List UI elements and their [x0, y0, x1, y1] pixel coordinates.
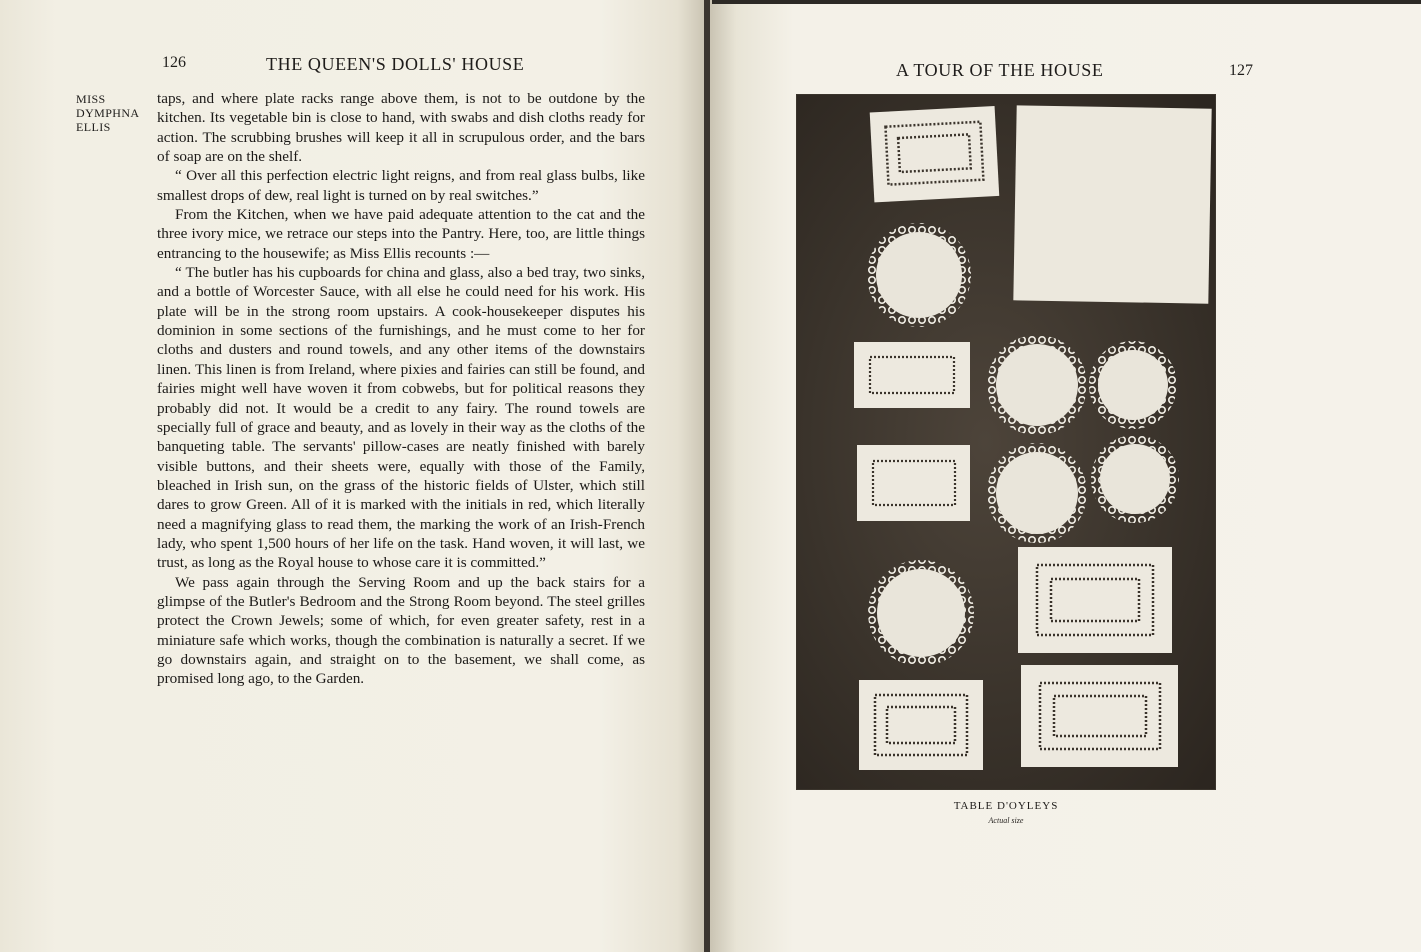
square-napkin [1013, 105, 1211, 303]
paragraph: “ The butler has his cupboards for china and glass, also a bed tray, two sinks, and a bottle of Worcester Sauce, with all else he could need for his work. His plate will be in the strong room upstairs. A cook-housekeeper disputes his dominion in some sections of the furnishings, and he must come to her for cloths and dusters and round towels, and any other items of the downstairs linen. This linen is from Ireland, where pixies and fairies can still be found, and fairies might well have woven it from cobwebs, but for political reasons they probably did not. It would be a credit to any fairy. The round towels are specially full of grace and beauty, and as lovely in their way as the cloths of the banqueting table. The servants' pillow-cases are neatly finished with barely visible buttons, and their sheets were, equally with those of the Family, bleached in Irish sun, on the grass of the historic fields of Ulster, which still dares to grow Green. All of it is marked with the initials in red, which literally need a magnifying glass to read them, the marking the work of an Irish-French lady, who spent 1,500 hours of her life on the task. Hand woven, it will last, we trust, as long as the Royal house to whose care it is committed.” [157, 264, 645, 572]
marginal-note-line: DYMPHNA [76, 106, 140, 120]
paragraph: taps, and where plate racks range above them, is not to be outdone by the kitchen. Its vegetable bin is close to hand, with swabs and dish cloths ready for action. The scrubbing brushes will keep it all in scrupulous order, and the bars of soap are on the shelf. [157, 90, 645, 166]
marginal-note-line: MISS [76, 92, 106, 106]
rectangular-doyley [1021, 665, 1178, 767]
paragraph: From the Kitchen, when we have paid adequate attention to the cat and the three ivory mice, we retrace our steps into the Pantry. Here, too, are little things entrancing to the housewife; as Miss Ellis recounts :— [157, 206, 645, 262]
doyleys-illustration [797, 95, 1215, 789]
page-top-edge [712, 0, 1421, 4]
plate-caption: TABLE D'OYLEYS [953, 800, 1059, 812]
rectangular-mat [857, 445, 970, 521]
round-doyley [987, 335, 1087, 435]
left-running-head: THE QUEEN'S DOLLS' HOUSE [266, 54, 525, 74]
paragraph: “ Over all this perfection electric light reigns, and from real glass bulbs, like smallest drops of dew, real light is turned on by real switches.” [157, 167, 645, 204]
round-doyley [867, 223, 971, 327]
round-doyley [1091, 435, 1179, 523]
right-running-head: A TOUR OF THE HOUSE [896, 60, 1104, 80]
left-page-number: 126 [162, 54, 186, 71]
round-doyley [868, 560, 974, 666]
book-gutter [704, 0, 710, 952]
rectangular-doyley [1018, 547, 1172, 653]
marginal-note [76, 92, 156, 134]
round-doyley [987, 443, 1087, 543]
marginal-note-line: ELLIS [76, 120, 111, 134]
rectangular-doyley [870, 106, 1000, 202]
plate-subcaption: Actual size [988, 816, 1024, 825]
paragraph: We pass again through the Serving Room and up the back stairs for a glimpse of the Butler's Bedroom and the Strong Room beyond. The steel grilles protect the Crown Jewels; some of which, for even greater safety, rest in a miniature safe which works, though the combination is naturally a secret. If we go downstairs again, and straight on to the basement, we shall come, as promised long ago, to the Garden. [157, 573, 645, 688]
rectangular-doyley [859, 680, 983, 770]
right-page-number: 127 [1229, 62, 1253, 79]
rectangular-mat [854, 342, 970, 408]
body-text [157, 89, 645, 689]
round-doyley [1089, 341, 1177, 429]
doyleys-photograph [797, 95, 1215, 789]
